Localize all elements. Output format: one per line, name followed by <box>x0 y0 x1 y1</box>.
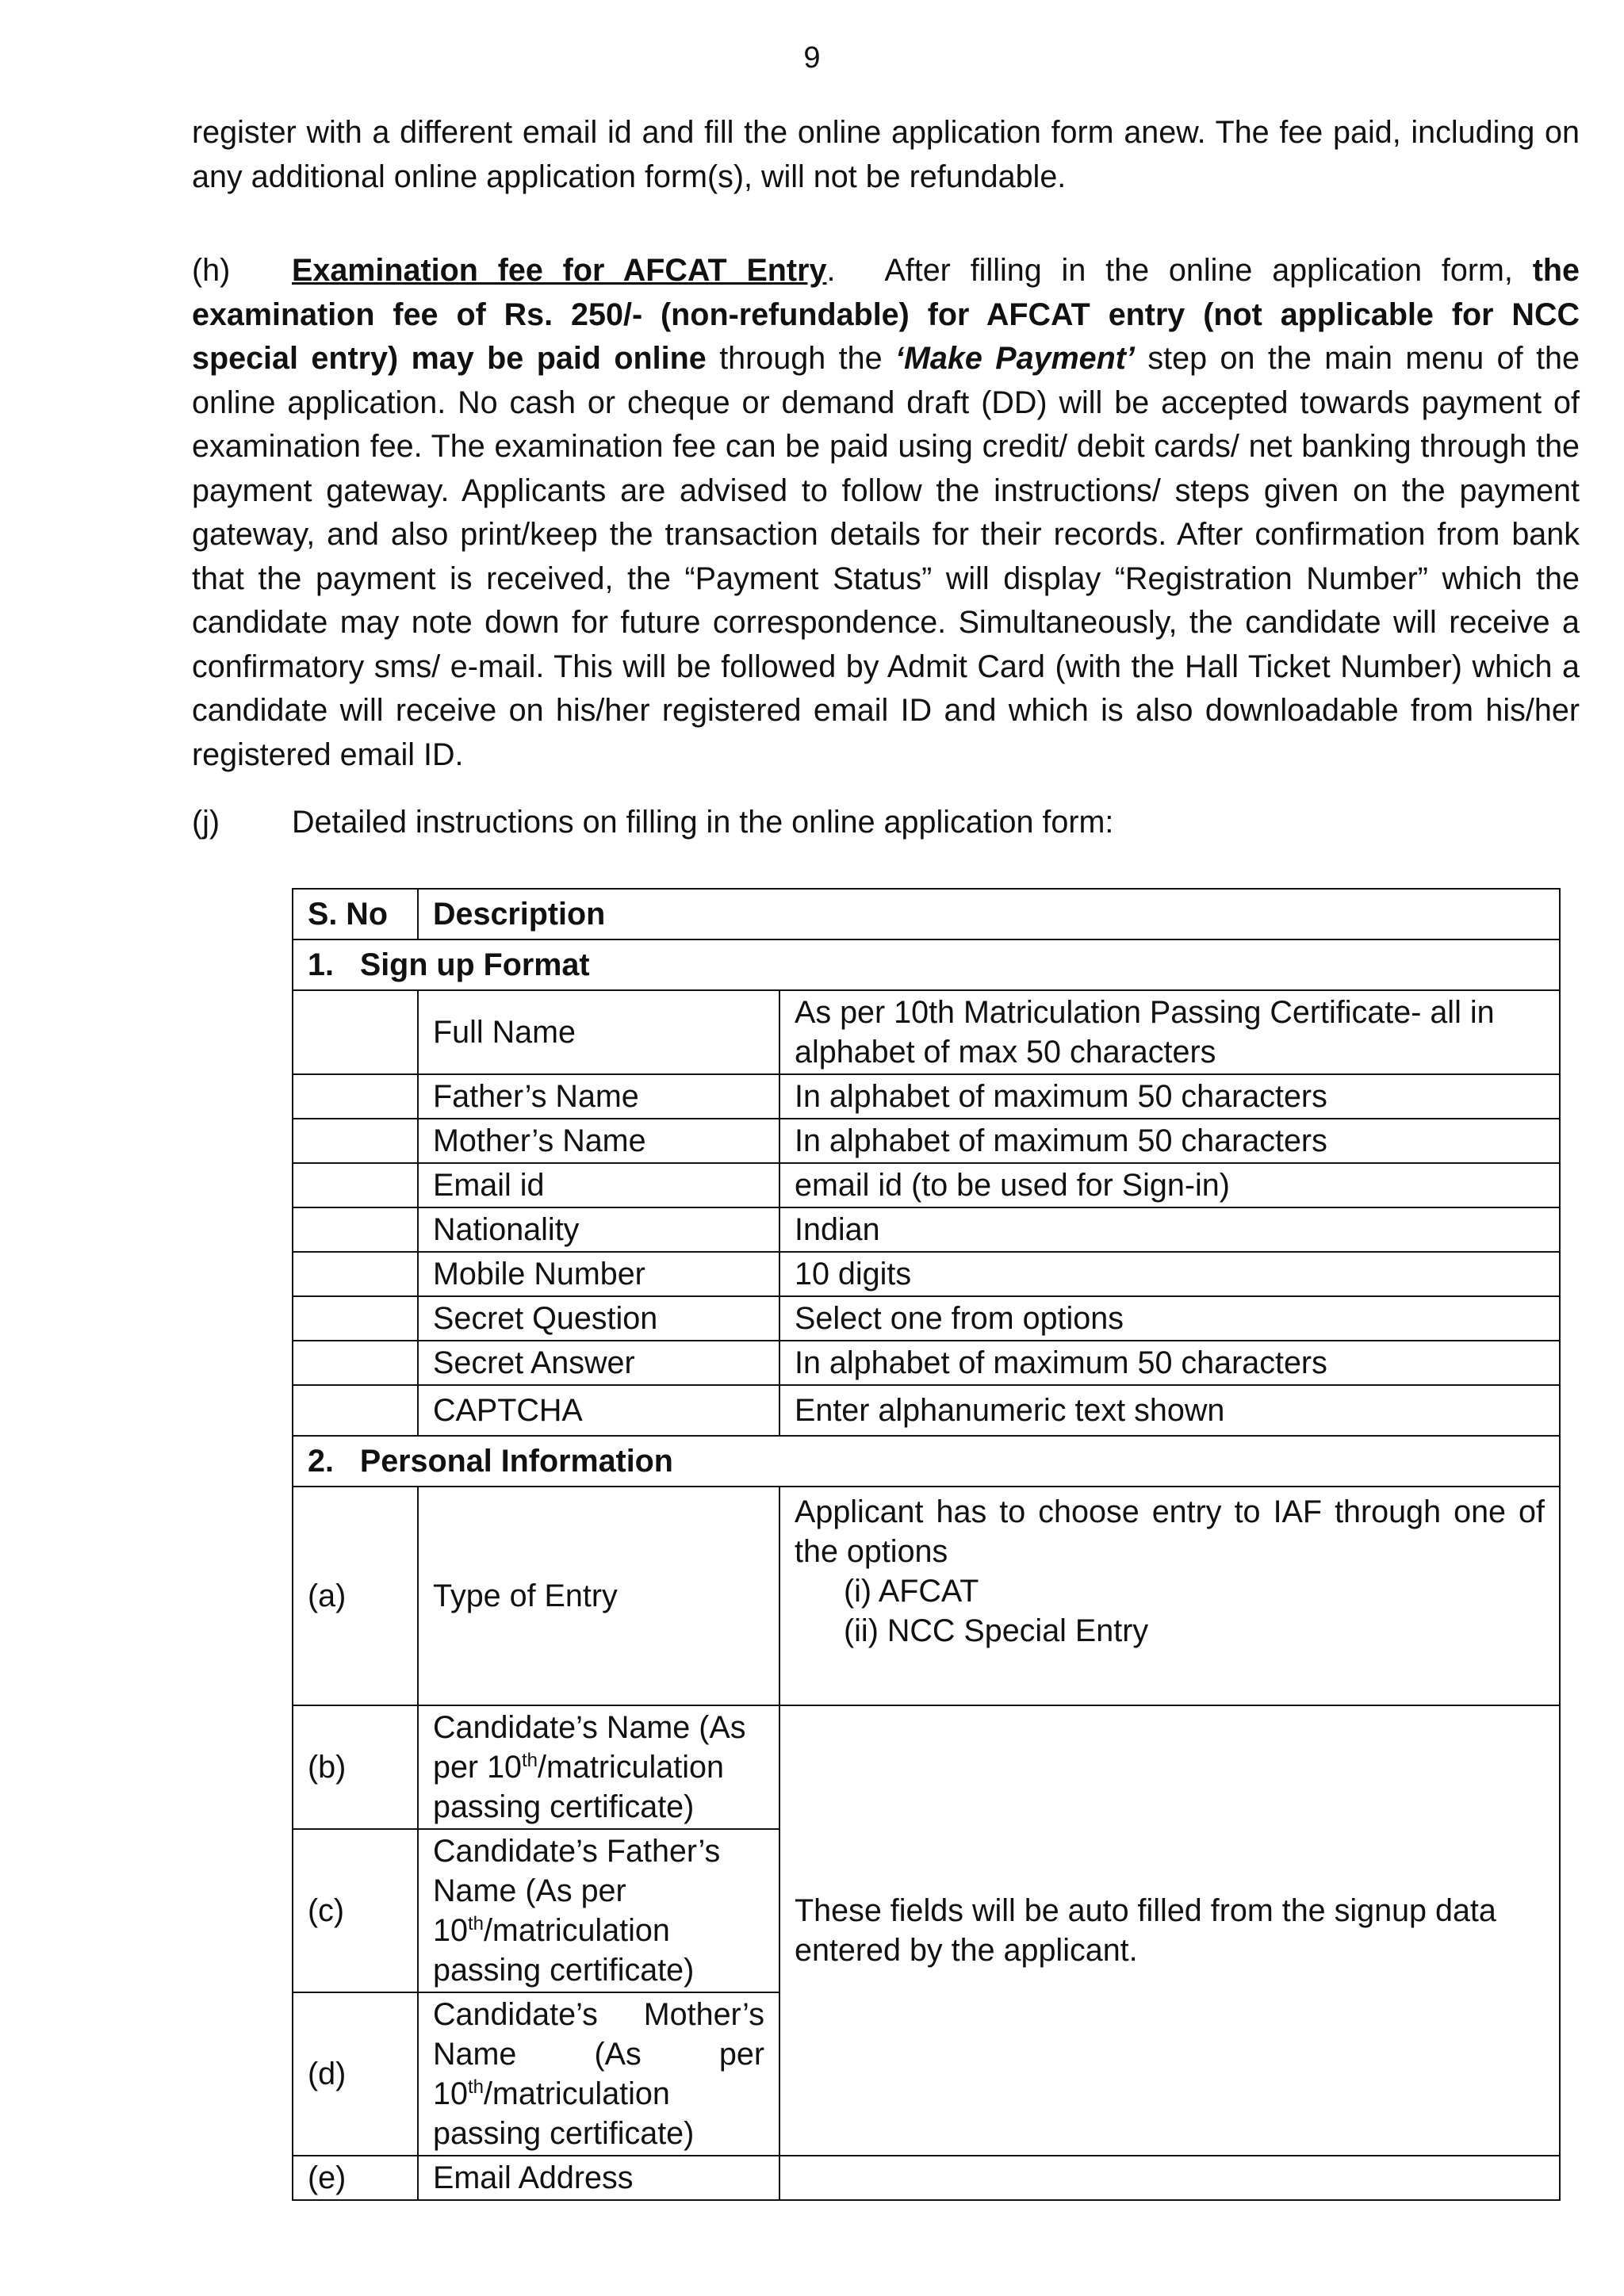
table-row <box>293 1385 1560 1436</box>
paragraph-text: through the <box>706 341 896 376</box>
section-personal-title: 2. Personal Information <box>293 1436 1560 1487</box>
table-cell-field <box>418 1705 779 1829</box>
field-text: /matriculation passing certificate) <box>433 1913 695 1988</box>
table-cell-field: Mother’s Name <box>418 1119 779 1163</box>
table-row <box>293 1296 1560 1341</box>
paragraph-bold-text: the examination fee of Rs. 250/- (non-refundable) for AFCAT entry (not applicable for NCC special entry) may be paid online <box>192 253 1580 376</box>
table-cell-field <box>418 1829 779 1992</box>
table-cell-field <box>418 1992 779 2156</box>
paragraph-j-instructions <box>192 801 1580 845</box>
table-cell-sno: (e) <box>293 2156 418 2200</box>
table-cell-desc: In alphabet of maximum 50 characters <box>779 1341 1560 1385</box>
table-cell-desc <box>779 1487 1560 1705</box>
table-cell-sno <box>293 1119 418 1163</box>
table-cell-desc: 10 digits <box>779 1252 1560 1296</box>
table-cell-field: Full Name <box>418 990 779 1074</box>
table-cell-sno <box>293 1207 418 1252</box>
field-text: Candidate’s Father’s Name (As per 10 <box>433 1834 721 1948</box>
field-text: /matriculation passing certificate) <box>433 1750 724 1824</box>
table-row <box>293 1487 1560 1705</box>
table-cell-field: Email id <box>418 1163 779 1207</box>
table-row <box>293 1119 1560 1163</box>
type-of-entry-desc: Applicant has to choose entry to IAF through one of the options <box>795 1494 1545 1569</box>
table-cell-desc: Enter alphanumeric text shown <box>779 1385 1560 1436</box>
paragraph-continuation: register with a different email id and fill the online application form anew. The fee paid, including on any additional online application form(s), will not be refundable. <box>192 115 1580 194</box>
paragraph-h-examination-fee <box>192 249 1580 777</box>
page-number: 9 <box>803 41 821 75</box>
paragraph-marker: (j) <box>192 805 220 840</box>
header-sno: S. No <box>293 889 418 939</box>
table-cell-field: CAPTCHA <box>418 1385 779 1436</box>
table-cell-desc: Indian <box>779 1207 1560 1252</box>
table-cell-field: Father’s Name <box>418 1074 779 1119</box>
option-ncc: (ii) NCC Special Entry <box>844 1613 1149 1648</box>
table-row <box>293 1252 1560 1296</box>
table-cell-sno <box>293 1163 418 1207</box>
heading-period: . <box>826 253 836 288</box>
field-text: Candidate’s Mother’s Name (As per 10 <box>433 1997 764 2111</box>
paragraph-text: step on the main menu of the online application. No cash or cheque or demand draft (DD) will be accepted towards payment of examination fee. The examination fee can be paid using credit/ debit cards/ net banking through the payment gateway. Applicants are advised to follow the instructions/ steps given on the payment gateway, and also print/keep the transaction details for their records. After confirmation from bank that the payment is received, the “Payment Status” will display “Registration Number” which the candidate may note down for future correspondence. Simultaneously, the candidate will receive a confirmatory sms/ e-mail. This will be followed by Admit Card (with the Hall Ticket Number) which a candidate will receive on his/her registered email ID and which is also downloadable from his/her registered email ID. <box>192 341 1580 772</box>
table-row <box>293 990 1560 1074</box>
table-cell-sno <box>293 1252 418 1296</box>
make-payment-label: ‘Make Payment’ <box>895 341 1135 376</box>
table-row <box>293 2156 1560 2200</box>
table-cell-desc: Select one from options <box>779 1296 1560 1341</box>
table-row <box>293 1074 1560 1119</box>
table-cell-sno: (d) <box>293 1992 418 2156</box>
table-row <box>293 1207 1560 1252</box>
paragraph-text: After filling in the online application form, <box>884 253 1533 288</box>
table-cell-field: Nationality <box>418 1207 779 1252</box>
autofill-desc: These fields will be auto filled from the signup data entered by the applicant. <box>779 1705 1560 2156</box>
table-cell-sno <box>293 1074 418 1119</box>
table-header-row <box>293 889 1560 939</box>
option-afcat: (i) AFCAT <box>844 1574 979 1609</box>
table-cell-sno <box>293 1341 418 1385</box>
table-cell-sno <box>293 990 418 1074</box>
table-row <box>293 1163 1560 1207</box>
table-cell-field: Email Address <box>418 2156 779 2200</box>
table-row <box>293 1341 1560 1385</box>
table-cell-desc: In alphabet of maximum 50 characters <box>779 1074 1560 1119</box>
field-text: Candidate’s Name (As per 10 <box>433 1710 746 1785</box>
paragraph-text: Detailed instructions on filling in the online application form: <box>292 805 1114 840</box>
paragraph-marker: (h) <box>192 253 231 288</box>
table-cell-sno: (a) <box>293 1487 418 1705</box>
field-sup: th <box>467 2076 484 2098</box>
table-cell-desc <box>779 2156 1560 2200</box>
section-signup-title: 1. Sign up Format <box>293 939 1560 990</box>
section-heading: Examination fee for AFCAT Entry <box>292 253 827 288</box>
field-text: /matriculation passing certificate) <box>433 2076 695 2151</box>
table-cell-sno <box>293 1385 418 1436</box>
field-sup: th <box>467 1912 484 1934</box>
table-cell-sno <box>293 1296 418 1341</box>
table-cell-field: Mobile Number <box>418 1252 779 1296</box>
table-cell-desc: email id (to be used for Sign-in) <box>779 1163 1560 1207</box>
table-cell-desc: In alphabet of maximum 50 characters <box>779 1119 1560 1163</box>
field-sup: th <box>522 1749 538 1771</box>
table-row <box>293 1705 1560 1829</box>
table-cell-desc: As per 10th Matriculation Passing Certificate- all in alphabet of max 50 characters <box>779 990 1560 1074</box>
entry-options-list <box>795 1571 1545 1651</box>
table-cell-field: Secret Answer <box>418 1341 779 1385</box>
table-cell-field: Type of Entry <box>418 1487 779 1705</box>
table-cell-sno: (c) <box>293 1829 418 1992</box>
table-cell-sno: (b) <box>293 1705 418 1829</box>
table-cell-field: Secret Question <box>418 1296 779 1341</box>
instructions-table <box>292 888 1561 2201</box>
section-row <box>293 939 1560 990</box>
section-row <box>293 1436 1560 1487</box>
header-description: Description <box>418 889 1560 939</box>
